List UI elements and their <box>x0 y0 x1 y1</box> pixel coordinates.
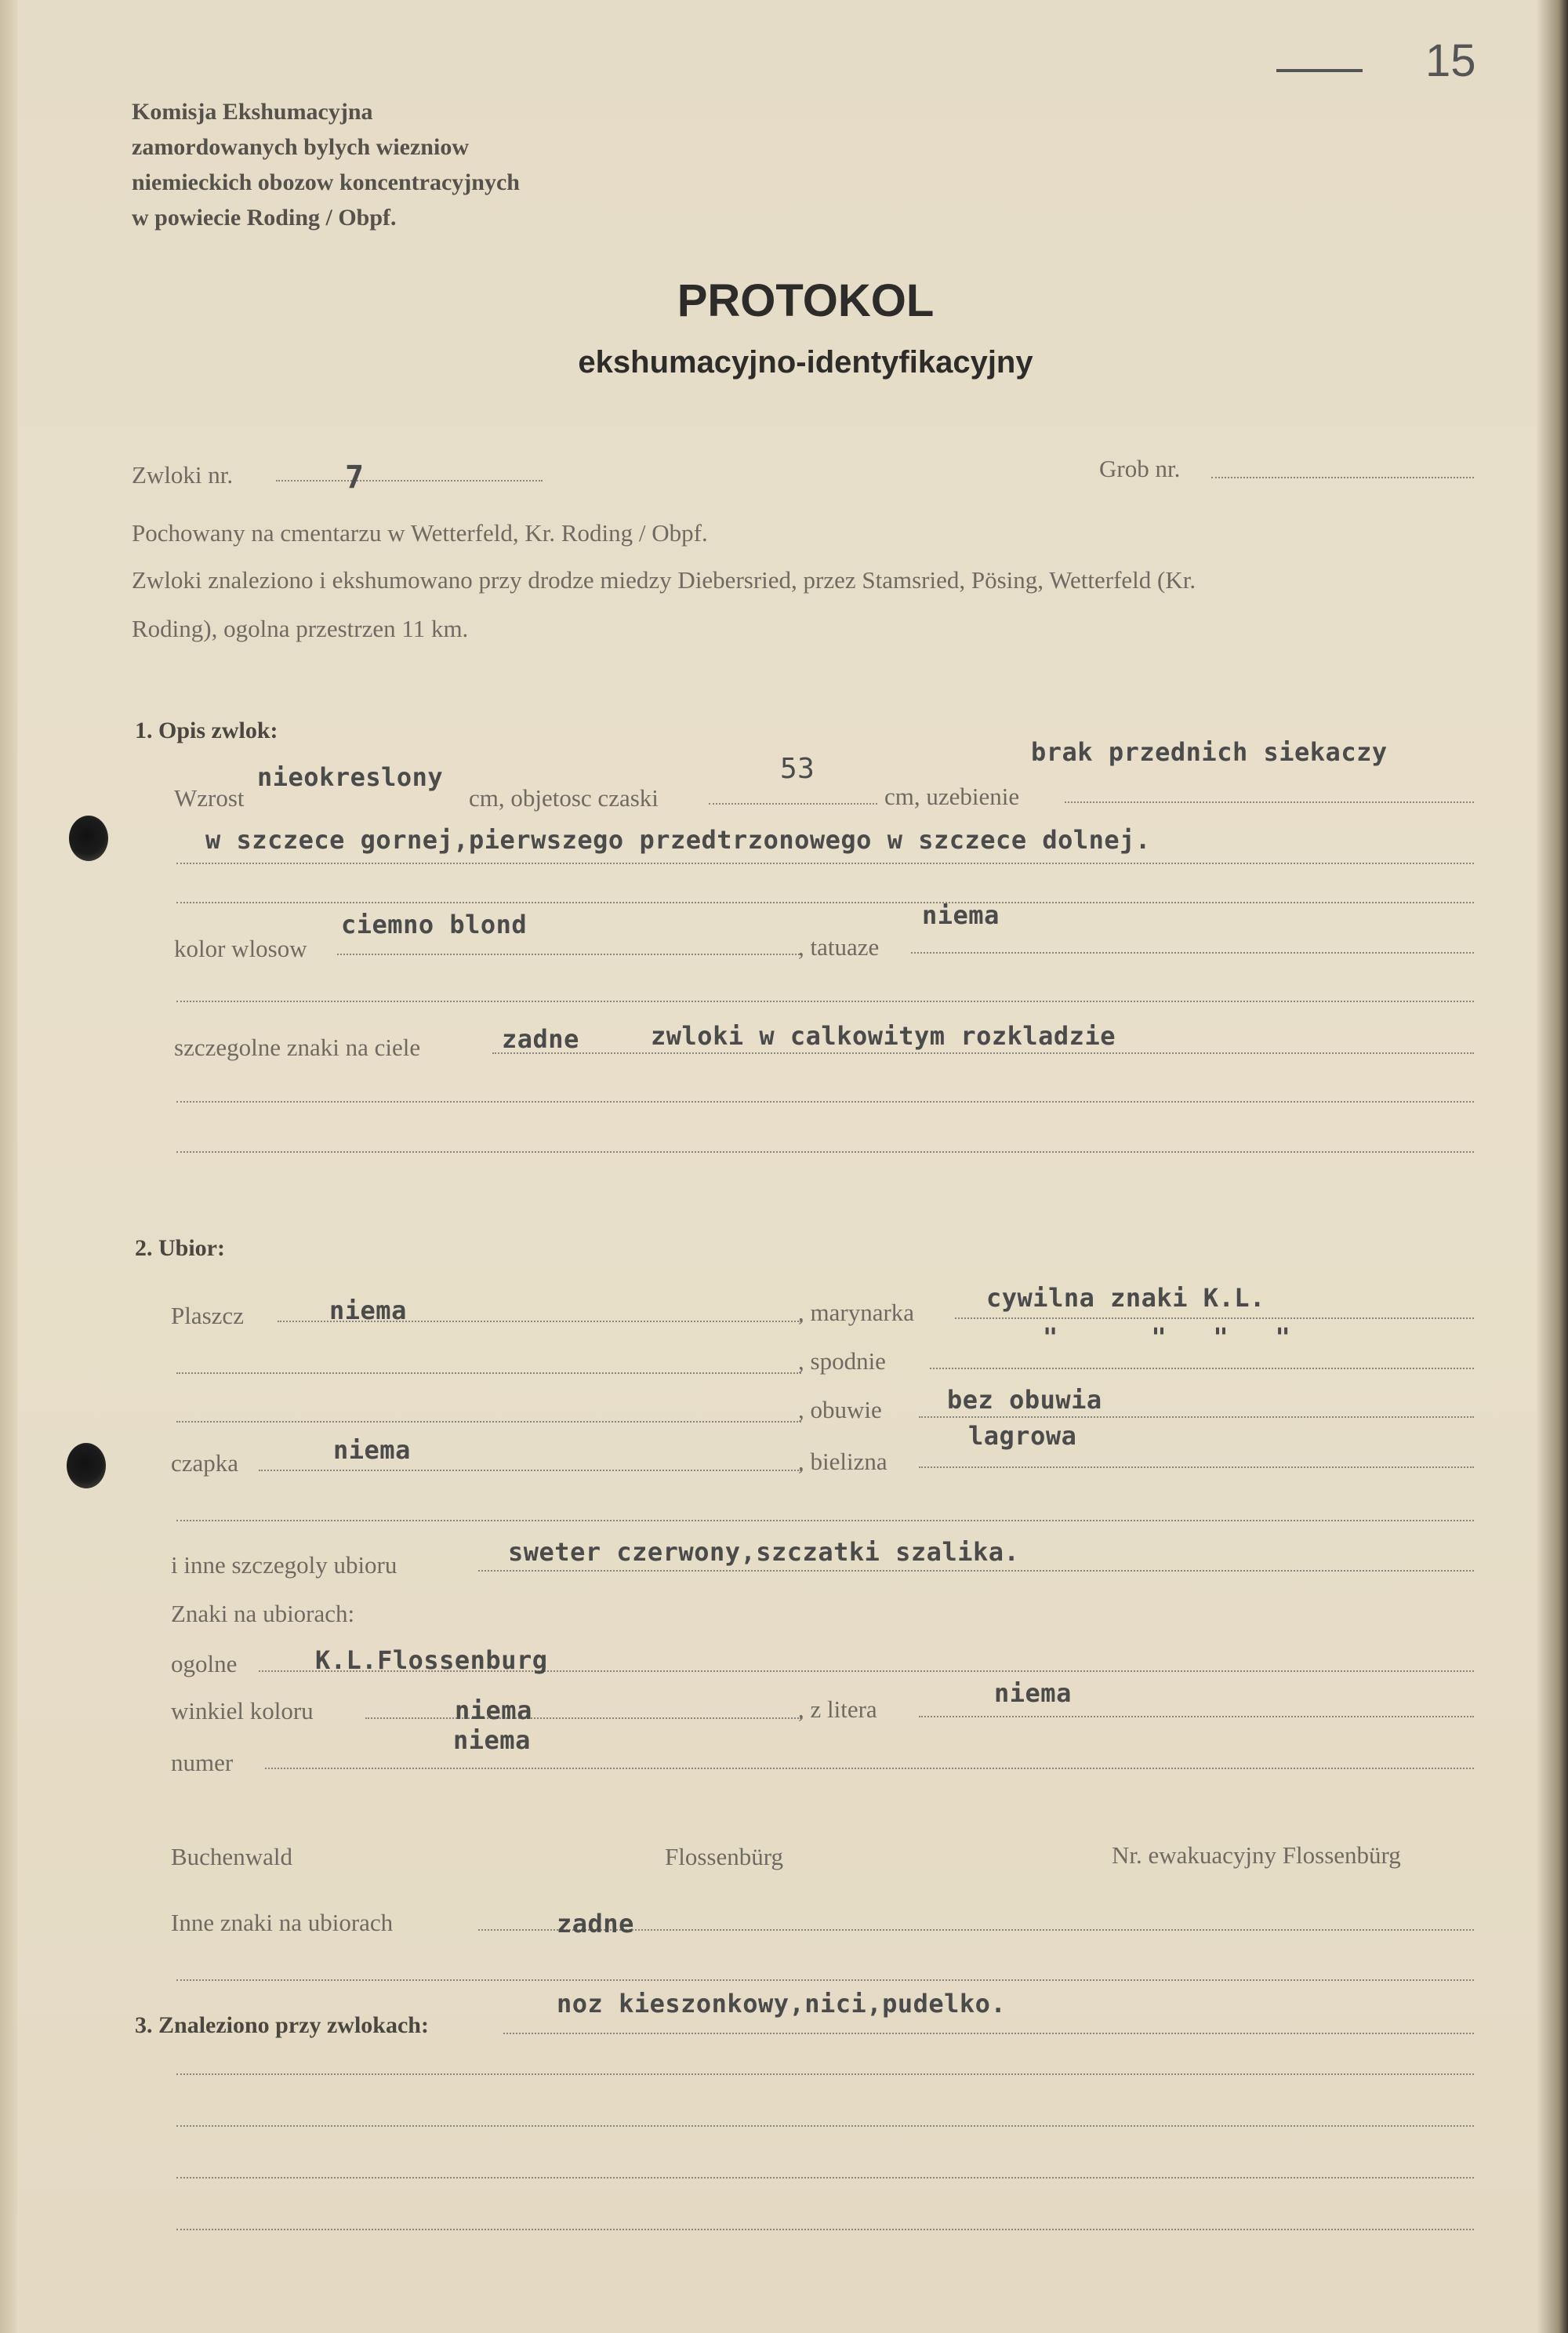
skull-value: 53 <box>780 753 815 785</box>
document-subtitle: ekshumacyjno-identyfikacyjny <box>578 345 1033 380</box>
header-line: Komisja Ekshumacyjna <box>132 99 373 125</box>
jacket-value: cywilna znaki K.L. <box>986 1283 1265 1313</box>
page-number: 15 <box>1425 35 1476 86</box>
stamp-mark <box>1276 69 1363 72</box>
number-label: numer <box>171 1749 234 1776</box>
cap-label: czapka <box>171 1449 239 1477</box>
dotted-line <box>1211 477 1474 478</box>
section1-heading: 1. Opis zwlok: <box>135 718 278 743</box>
camp-buchenwald: Buchenwald <box>171 1843 292 1870</box>
found-items-value: noz kieszonkowy,nici,pudelko. <box>557 1989 1007 2019</box>
clothing-marks-heading: Znaki na ubiorach: <box>171 1600 355 1627</box>
number-value: niema <box>453 1725 531 1755</box>
dotted-line <box>955 1317 1474 1319</box>
body-number-value: 7 <box>345 460 365 496</box>
section3-heading: 3. Znaleziono przy zwlokach: <box>135 2012 429 2038</box>
dotted-line <box>176 1372 801 1374</box>
dotted-line <box>276 480 543 481</box>
height-label: Wzrost <box>174 784 245 812</box>
dotted-line <box>930 1368 1474 1369</box>
trousers-value: " " " " <box>1043 1322 1291 1352</box>
dotted-line <box>176 1979 1474 1981</box>
dotted-line <box>176 1421 801 1423</box>
punch-hole <box>67 1443 106 1488</box>
trousers-label: , spodnie <box>798 1347 886 1375</box>
grave-number-label: Grob nr. <box>1099 455 1181 482</box>
underwear-label: , bielizna <box>798 1448 887 1475</box>
dotted-line <box>176 2125 1474 2127</box>
dotted-line <box>176 863 1474 864</box>
dotted-line <box>1065 801 1474 803</box>
other-marks-label: Inne znaki na ubiorach <box>171 1909 394 1936</box>
height-value: nieokreslony <box>257 762 444 792</box>
underwear-value: lagrowa <box>968 1421 1077 1451</box>
dotted-line <box>176 902 1474 903</box>
evacuation-number-label: Nr. ewakuacyjny Flossenbürg <box>1112 1841 1401 1869</box>
cap-value: niema <box>333 1435 411 1465</box>
hair-label: kolor wlosow <box>174 935 307 962</box>
section2-heading: 2. Ubior: <box>135 1235 225 1261</box>
teeth-label: cm, uzebienie <box>884 783 1020 810</box>
dotted-line <box>176 1001 1474 1002</box>
dotted-line <box>478 1570 1474 1572</box>
header-line: zamordowanych bylych wiezniow <box>132 134 469 160</box>
winkel-color-label: winkiel koloru <box>171 1697 314 1724</box>
hair-value: ciemno blond <box>341 910 528 939</box>
dotted-line <box>919 1416 1474 1418</box>
dotted-line <box>365 1717 801 1719</box>
winkel-color-value: niema <box>455 1695 532 1725</box>
letter-value: niema <box>994 1678 1072 1708</box>
dotted-line <box>503 2033 1474 2034</box>
dotted-line <box>176 2177 1474 2179</box>
dotted-line <box>911 952 1474 954</box>
body-marks-label: szczegolne znaki na ciele <box>174 1034 421 1061</box>
letter-label: , z litera <box>798 1695 877 1723</box>
dotted-line <box>919 1466 1474 1468</box>
coat-label: Plaszcz <box>171 1302 244 1329</box>
camp-flossenburg: Flossenbürg <box>665 1843 784 1870</box>
found-line-1: Zwloki znaleziono i ekshumowano przy drodze miedzy Diebersried, przez Stamsried, Pösing, Wetterfeld (Kr. <box>132 566 1196 594</box>
dotted-line <box>176 1520 1474 1521</box>
teeth-value: brak przednich siekaczy <box>1031 737 1388 767</box>
teeth-value-continued: w szczece gornej,pierwszego przedtrzonowego w szczece dolnej. <box>205 825 1151 855</box>
dotted-line <box>337 954 800 955</box>
general-marks-value: K.L.Flossenburg <box>315 1645 548 1675</box>
body-marks-value: zadne <box>502 1024 579 1054</box>
coat-value: niema <box>329 1296 407 1325</box>
body-condition-value: zwloki w calkowitym rozkladzie <box>651 1021 1116 1051</box>
tattoo-value: niema <box>922 900 1000 930</box>
document-title: PROTOKOL <box>677 275 935 326</box>
header-line: niemieckich obozow koncentracyjnych <box>132 169 520 195</box>
dotted-line <box>265 1768 1474 1769</box>
tattoo-label: , tatuaze <box>798 933 880 961</box>
dotted-line <box>919 1716 1474 1717</box>
cemetery-line: Pochowany na cmentarzu w Wetterfeld, Kr. Roding / Obpf. <box>132 519 708 547</box>
commission-header <box>132 94 520 235</box>
found-line-2: Roding), ogolna przestrzen 11 km. <box>132 615 469 642</box>
dotted-line <box>492 1052 1474 1054</box>
dotted-line <box>709 803 877 805</box>
shoes-label: , obuwie <box>798 1396 882 1423</box>
dotted-line <box>176 1101 1474 1103</box>
jacket-label: , marynarka <box>798 1299 915 1326</box>
punch-hole <box>69 816 108 861</box>
dotted-line <box>259 1470 801 1471</box>
header-line: w powiecie Roding / Obpf. <box>132 205 397 231</box>
dotted-line <box>176 1151 1474 1153</box>
dotted-line <box>176 2229 1474 2230</box>
other-clothing-value: sweter czerwony,szczatki szalika. <box>508 1537 1020 1567</box>
dotted-line <box>176 2073 1474 2075</box>
skull-label: cm, objetosc czaski <box>469 784 659 812</box>
shoes-value: bez obuwia <box>947 1385 1102 1415</box>
general-marks-label: ogolne <box>171 1650 238 1677</box>
other-marks-value: zadne <box>557 1909 634 1939</box>
other-clothing-label: i inne szczegoly ubioru <box>171 1551 397 1579</box>
body-number-label: Zwloki nr. <box>132 461 234 489</box>
